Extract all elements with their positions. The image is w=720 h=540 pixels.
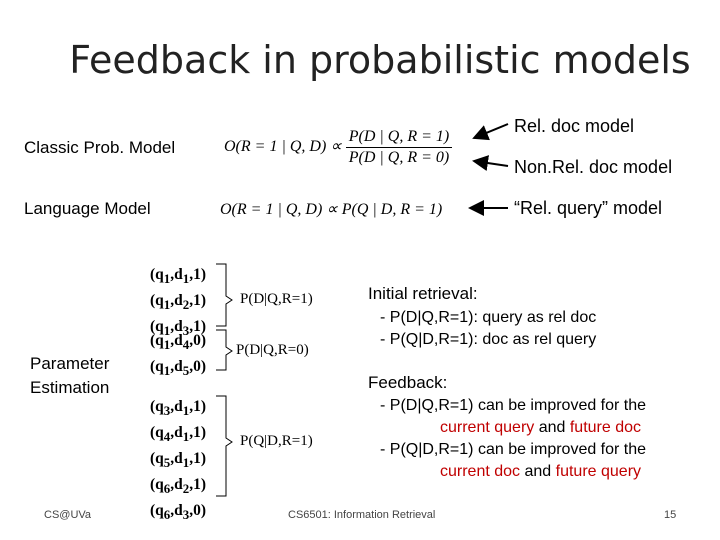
rel-doc-model-label: Rel. doc model (514, 116, 635, 136)
language-model-label: Language Model (24, 199, 151, 218)
parameter-label-line1: Parameter (30, 354, 110, 373)
initial-retrieval-line-1: - P(D|Q,R=1): query as rel doc (380, 309, 597, 326)
arrow-to-denominator (474, 161, 508, 166)
footer-left: CS@UVa (44, 509, 92, 521)
classic-formula-denominator: P(D | Q, R = 0) (348, 149, 450, 166)
classic-model-label: Classic Prob. Model (24, 138, 176, 157)
nonrel-doc-model-label: Non.Rel. doc model (514, 157, 673, 177)
tuple-group-2 (150, 330, 206, 382)
tuple-q1-d3-1: $(q_1,d_3,1)$ (150, 318, 206, 339)
initial-retrieval-heading: Initial retrieval: (368, 284, 478, 303)
classic-formula-numerator: P(D | Q, R = 1) (346, 128, 453, 148)
tuple-q4-d1-1: $(q_4,d_1,1)$ (150, 424, 206, 445)
classic-formula-lhs: O(R = 1 | Q, D) ∝ (224, 138, 342, 156)
feedback-future-query: future query (555, 463, 642, 480)
language-odds-formula: O(R = 1 | Q, D) ∝ P(Q | D, R = 1) (220, 201, 443, 218)
feedback-current-query: current query (440, 419, 535, 436)
tuple-q1-d2-1: $(q_1,d_2,1)$ (150, 292, 206, 313)
tuple-q6-d3-0: $(q_6,d_3,0)$ (150, 502, 206, 523)
feedback-and-1: and (534, 419, 570, 436)
feedback-line-4 (440, 461, 641, 483)
brace-group-2 (216, 330, 232, 370)
slide-title: Feedback in probabilistic models (69, 38, 691, 82)
feedback-line-3: - P(Q|D,R=1) can be improved for the (380, 441, 647, 458)
tuple-q3-d1-1: $(q_3,d_1,1)$ (150, 398, 206, 419)
feedback-current-doc: current doc (440, 463, 521, 480)
tuple-q1-d4-0: $(q_1,d_4,0)$ (150, 332, 206, 353)
feedback-line-2 (440, 417, 641, 439)
tuple-q1-d5-0: $(q_1,d_5,0)$ (150, 358, 206, 379)
group-3-label: P(Q|D,R=1) (240, 433, 313, 449)
brace-group-3 (216, 396, 232, 496)
footer-course: CS6501: Information Retrieval (288, 509, 436, 521)
tuple-group-3 (150, 396, 206, 526)
rel-query-model-label: “Rel. query” model (514, 198, 663, 218)
tuple-q1-d1-1: $(q_1,d_1,1)$ (150, 266, 206, 287)
group-1-label: P(D|Q,R=1) (240, 291, 313, 307)
parameter-label-line2: Estimation (30, 378, 110, 397)
arrow-to-numerator (474, 124, 508, 138)
feedback-and-2: and (520, 463, 556, 480)
brace-group-1 (216, 264, 232, 326)
tuple-q5-d1-1: $(q_5,d_1,1)$ (150, 450, 206, 471)
initial-retrieval-line-2: - P(Q|D,R=1): doc as rel query (380, 331, 597, 348)
feedback-heading: Feedback: (368, 373, 448, 392)
tuple-q6-d2-1: $(q_6,d_2,1)$ (150, 476, 206, 497)
page-number: 15 (664, 509, 677, 521)
feedback-line-1: - P(D|Q,R=1) can be improved for the (380, 397, 647, 414)
group-2-label: P(D|Q,R=0) (236, 342, 309, 358)
feedback-future-doc: future doc (569, 419, 642, 436)
